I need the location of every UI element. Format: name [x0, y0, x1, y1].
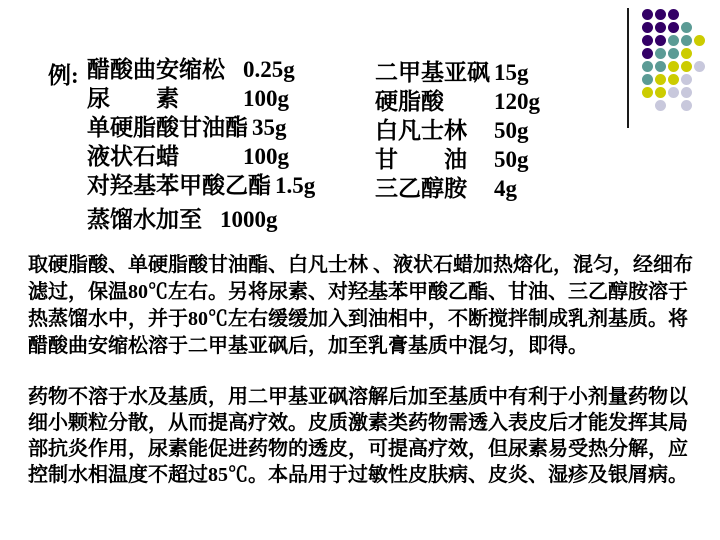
dot-cell	[654, 47, 667, 60]
dot-cell	[693, 34, 706, 47]
ingredient-qty: 15g	[494, 60, 529, 85]
dot-cell	[693, 21, 706, 34]
decoration-dot-icon	[668, 35, 679, 46]
dot-cell	[654, 86, 667, 99]
decoration-dot-icon	[655, 35, 666, 46]
recipe-column-right	[375, 58, 540, 203]
dot-cell	[667, 21, 680, 34]
recipe-row	[87, 142, 315, 171]
recipe-row	[87, 55, 315, 84]
decoration-dot-icon	[694, 61, 705, 72]
recipe-row	[87, 113, 315, 142]
recipe-row	[375, 87, 540, 116]
preparation-method-paragraph: 取硬脂酸、单硬脂酸甘油酯、白凡士林 、液状石蜡加热熔化，混匀，经细布滤过，保温80℃左右。另将尿素、对羟基苯甲酸乙酯、甘油、三乙醇胺溶于热蒸馏水中，并于80℃左右缓缓加入到油相中，不断搅拌制成乳剂基质。将醋酸曲安缩松溶于二甲基亚砜后，加至乳膏基质中混匀，即得。	[28, 254, 693, 357]
dot-cell	[641, 21, 654, 34]
dot-cell	[680, 34, 693, 47]
dot-cell	[680, 86, 693, 99]
ingredient-name: 二甲基亚砜	[375, 60, 490, 85]
ingredient-qty: 1.5g	[275, 173, 316, 198]
ingredient-qty: 100g	[243, 86, 289, 111]
ingredient-qty: 35g	[252, 115, 287, 140]
dot-cell	[693, 60, 706, 73]
decoration-dot-icon	[681, 22, 692, 33]
dot-cell	[641, 73, 654, 86]
decoration-dot-icon	[668, 48, 679, 59]
dot-cell	[654, 73, 667, 86]
decoration-dot-icon	[655, 100, 666, 111]
ingredient-qty: 120g	[494, 89, 540, 114]
recipe-row	[375, 174, 540, 203]
dot-cell	[667, 86, 680, 99]
decoration-dot-icon	[694, 35, 705, 46]
decoration-dot-icon	[642, 87, 653, 98]
decoration-dot-icon	[681, 100, 692, 111]
dot-cell	[667, 60, 680, 73]
dot-cell	[693, 86, 706, 99]
dot-cell	[641, 8, 654, 21]
recipe-row	[87, 84, 315, 113]
decoration-dot-icon	[668, 22, 679, 33]
decoration-dot-icon	[668, 74, 679, 85]
ingredient-name: 醋酸曲安缩松	[87, 57, 225, 82]
dot-cell	[680, 8, 693, 21]
ingredient-qty: 4g	[494, 176, 517, 201]
recipe-row	[87, 171, 315, 200]
ingredient-qty: 1000g	[220, 207, 278, 232]
dot-cell	[654, 60, 667, 73]
dot-cell	[667, 47, 680, 60]
dot-cell	[654, 34, 667, 47]
decoration-dot-icon	[655, 48, 666, 59]
decoration-dot-icon	[668, 9, 679, 20]
ingredient-name: 对羟基苯甲酸乙酯	[87, 173, 271, 198]
dot-cell	[680, 73, 693, 86]
dot-cell	[693, 99, 706, 112]
ingredient-name: 白凡士林	[375, 118, 467, 143]
decoration-dot-icon	[655, 61, 666, 72]
decoration-dot-icon	[655, 9, 666, 20]
dot-cell	[641, 99, 654, 112]
dot-cell	[654, 8, 667, 21]
discussion-paragraph: 药物不溶于水及基质，用二甲基亚砜溶解后加至基质中有利于小剂量药物以细小颗粒分散，从而提高疗效。皮质激素类药物需透入表皮后才能发挥其局部抗炎作用，尿素能促进药物的透皮，可提高疗效，但尿素易受热分解，应控制水相温度不超过85℃。本品用于过敏性皮肤病、皮炎、湿疹及银屑病。	[28, 386, 688, 486]
decoration-dot-icon	[668, 87, 679, 98]
decoration-dot-icon	[681, 48, 692, 59]
decoration-dot-icon	[642, 74, 653, 85]
dot-cell	[693, 73, 706, 86]
dot-cell	[641, 34, 654, 47]
decoration-dot-icon	[681, 61, 692, 72]
decoration-dot-icon	[655, 22, 666, 33]
decoration-dot-icon	[642, 48, 653, 59]
decoration-dot-icon	[642, 35, 653, 46]
ingredient-qty: 50g	[494, 147, 529, 172]
decoration-dot-icon	[642, 22, 653, 33]
decoration-dot-icon	[642, 9, 653, 20]
decoration-dot-icon	[681, 35, 692, 46]
ingredient-qty: 0.25g	[243, 57, 295, 82]
decoration-line	[627, 8, 629, 128]
decoration-dot-icon	[655, 87, 666, 98]
dot-cell	[641, 86, 654, 99]
recipe-column-left	[87, 55, 315, 200]
ingredient-name: 单硬脂酸甘油酯	[87, 115, 248, 140]
decoration-dot-icon	[668, 61, 679, 72]
dot-cell	[693, 8, 706, 21]
ingredient-name: 液状石蜡	[87, 144, 179, 169]
dot-cell	[680, 21, 693, 34]
dots-grid-decoration	[641, 8, 706, 112]
recipe-row	[375, 116, 540, 145]
dot-cell	[680, 60, 693, 73]
dot-cell	[680, 47, 693, 60]
ingredient-name: 硬脂酸	[375, 89, 444, 114]
ingredient-qty: 100g	[243, 144, 289, 169]
decoration-dot-icon	[681, 87, 692, 98]
decoration-dot-icon	[642, 61, 653, 72]
example-label: 例:	[48, 63, 79, 88]
ingredient-name: 甘 油	[375, 147, 467, 172]
dot-cell	[667, 8, 680, 21]
dot-cell	[641, 60, 654, 73]
dot-cell	[667, 34, 680, 47]
ingredient-name: 三乙醇胺	[375, 176, 467, 201]
ingredient-name: 蒸馏水加至	[87, 207, 202, 232]
dot-cell	[641, 47, 654, 60]
water-line	[87, 205, 278, 234]
dot-cell	[654, 21, 667, 34]
dot-cell	[680, 99, 693, 112]
recipe-row	[375, 58, 540, 87]
ingredient-qty: 50g	[494, 118, 529, 143]
dot-cell	[693, 47, 706, 60]
dot-cell	[667, 99, 680, 112]
decoration-dot-icon	[655, 74, 666, 85]
dot-cell	[667, 73, 680, 86]
decoration-dot-icon	[681, 74, 692, 85]
dot-cell	[654, 99, 667, 112]
recipe-row	[375, 145, 540, 174]
ingredient-name: 尿 素	[87, 86, 179, 111]
